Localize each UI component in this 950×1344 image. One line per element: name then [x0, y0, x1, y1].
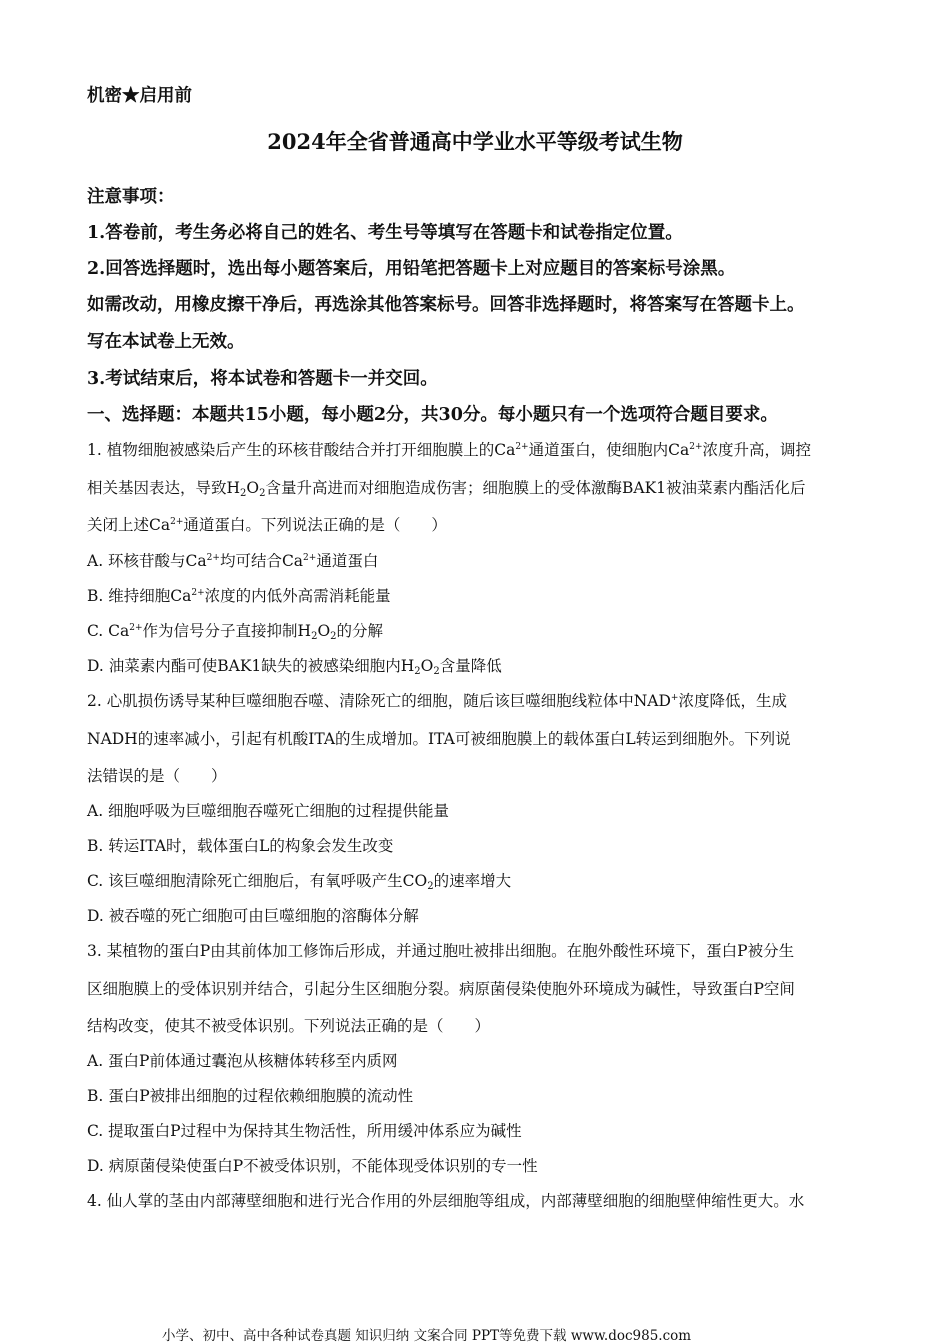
question-1-line-1 [87, 438, 811, 460]
question-2-option-b: B. 转运ITA时，载体蛋白L的构象会发生改变 [87, 837, 394, 855]
text: C. 该巨噬细胞清除死亡细胞后，有氧呼吸产生CO [87, 872, 428, 890]
question-3-option-a: A. 蛋白P前体通过囊泡从核糖体转移至内质网 [87, 1052, 398, 1070]
note-1: 1.答卷前，考生务必将自己的姓名、考生号等填写在答题卡和试卷指定位置。 [87, 223, 683, 243]
text: D. 油菜素内酯可使BAK1缺失的被感染细胞内H [87, 657, 415, 675]
question-3-line-2: 区细胞膜上的受体识别并结合，引起分生区细胞分裂。病原菌侵染使胞外环境成为碱性，导致蛋白P空间 [87, 980, 795, 998]
text: 含量降低 [439, 657, 502, 675]
question-2-option-c [87, 869, 511, 891]
text: O [246, 479, 260, 497]
note-2-cont: 如需改动，用橡皮擦干净后，再选涂其他答案标号。回答非选择题时，将答案写在答题卡上。 [87, 295, 805, 315]
question-2-line-3: 法错误的是（ ） [87, 767, 227, 785]
question-3-line-3: 结构改变，使其不被受体识别。下列说法正确的是（ ） [87, 1017, 491, 1035]
text: C. Ca [87, 622, 130, 640]
subscript: 2 [240, 488, 247, 499]
question-1-line-2 [87, 476, 806, 498]
confidential-label: 机密★启用前 [87, 86, 192, 106]
question-1-line-3 [87, 513, 447, 535]
page-title: 2024年全省普通高中学业水平等级考试生物 [267, 129, 683, 154]
question-3-line-1: 3. 某植物的蛋白P由其前体加工修饰后形成，并通过胞吐被排出细胞。在胞外酸性环境下，蛋白P被分生 [87, 942, 795, 960]
note-2: 2.回答选择题时，选出每小题答案后，用铅笔把答题卡上对应题目的答案标号涂黑。 [87, 259, 736, 279]
text: B. 维持细胞Ca [87, 587, 192, 605]
text: 的速率增大 [433, 872, 512, 890]
text: 2. 心肌损伤诱导某种巨噬细胞吞噬、清除死亡的细胞，随后该巨噬细胞线粒体中NAD [87, 692, 671, 710]
question-2-line-2: NADH的速率减小，引起有机酸ITA的生成增加。ITA可被细胞膜上的载体蛋白L转运到细胞外。下列说 [87, 730, 791, 748]
text: O [420, 657, 434, 675]
subscript: 2 [433, 666, 440, 677]
question-1-option-a [87, 549, 378, 571]
question-2-line-1 [87, 689, 787, 711]
text: A. 环核苷酸与Ca [87, 552, 207, 570]
superscript: 2+ [515, 442, 529, 452]
note-2-cont-2: 写在本试卷上无效。 [87, 332, 245, 352]
text: 浓度的内低外高需消耗能量 [204, 587, 391, 605]
section-heading: 一、选择题：本题共15小题，每小题2分，共30分。每小题只有一个选项符合题目要求。 [87, 405, 778, 425]
text: 通道蛋白 [316, 552, 379, 570]
text: 浓度降低，生成 [678, 692, 787, 710]
superscript: 2+ [303, 553, 317, 563]
superscript: 2+ [689, 442, 703, 452]
subscript: 2 [259, 488, 266, 499]
subscript: 2 [311, 631, 318, 642]
question-1-option-b [87, 584, 391, 606]
text: 关闭上述Ca [87, 516, 171, 534]
text: 相关基因表达，导致H [87, 479, 241, 497]
text: 的分解 [336, 622, 384, 640]
superscript: 2+ [206, 553, 220, 563]
notes-heading: 注意事项： [87, 187, 175, 207]
superscript: 2+ [170, 517, 184, 527]
text: 作为信号分子直接抑制H [142, 622, 312, 640]
subscript: 2 [427, 881, 434, 892]
superscript: + [670, 693, 679, 703]
page-footer: 小学、初中、高中各种试卷真题 知识归纳 文案合同 PPT等免费下载 www.doc985.com [162, 1328, 692, 1344]
question-3-option-b: B. 蛋白P被排出细胞的过程依赖细胞膜的流动性 [87, 1087, 414, 1105]
question-3-option-d: D. 病原菌侵染使蛋白P不被受体识别，不能体现受体识别的专一性 [87, 1157, 538, 1175]
text: 均可结合Ca [219, 552, 304, 570]
question-2-option-d: D. 被吞噬的死亡细胞可由巨噬细胞的溶酶体分解 [87, 907, 419, 925]
text: 通道蛋白，使细胞内Ca [528, 441, 690, 459]
question-4-line-1: 4. 仙人掌的茎由内部薄壁细胞和进行光合作用的外层细胞等组成，内部薄壁细胞的细胞壁伸缩性更大。水 [87, 1192, 805, 1210]
text: 1. 植物细胞被感染后产生的环核苷酸结合并打开细胞膜上的Ca [87, 441, 516, 459]
text: O [317, 622, 331, 640]
question-3-option-c: C. 提取蛋白P过程中为保持其生物活性，所用缓冲体系应为碱性 [87, 1122, 522, 1140]
subscript: 2 [330, 631, 337, 642]
note-3: 3.考试结束后，将本试卷和答题卡一并交回。 [87, 369, 438, 389]
text: 含量升高进而对细胞造成伤害；细胞膜上的受体激酶BAK1被油菜素内酯活化后 [265, 479, 806, 497]
superscript: 2+ [191, 588, 205, 598]
superscript: 2+ [129, 623, 143, 633]
question-1-option-d [87, 654, 502, 676]
subscript: 2 [414, 666, 421, 677]
question-2-option-a: A. 细胞呼吸为巨噬细胞吞噬死亡细胞的过程提供能量 [87, 802, 450, 820]
question-1-option-c [87, 619, 383, 641]
text: 通道蛋白。下列说法正确的是（ ） [183, 516, 447, 534]
text: 浓度升高，调控 [702, 441, 812, 459]
